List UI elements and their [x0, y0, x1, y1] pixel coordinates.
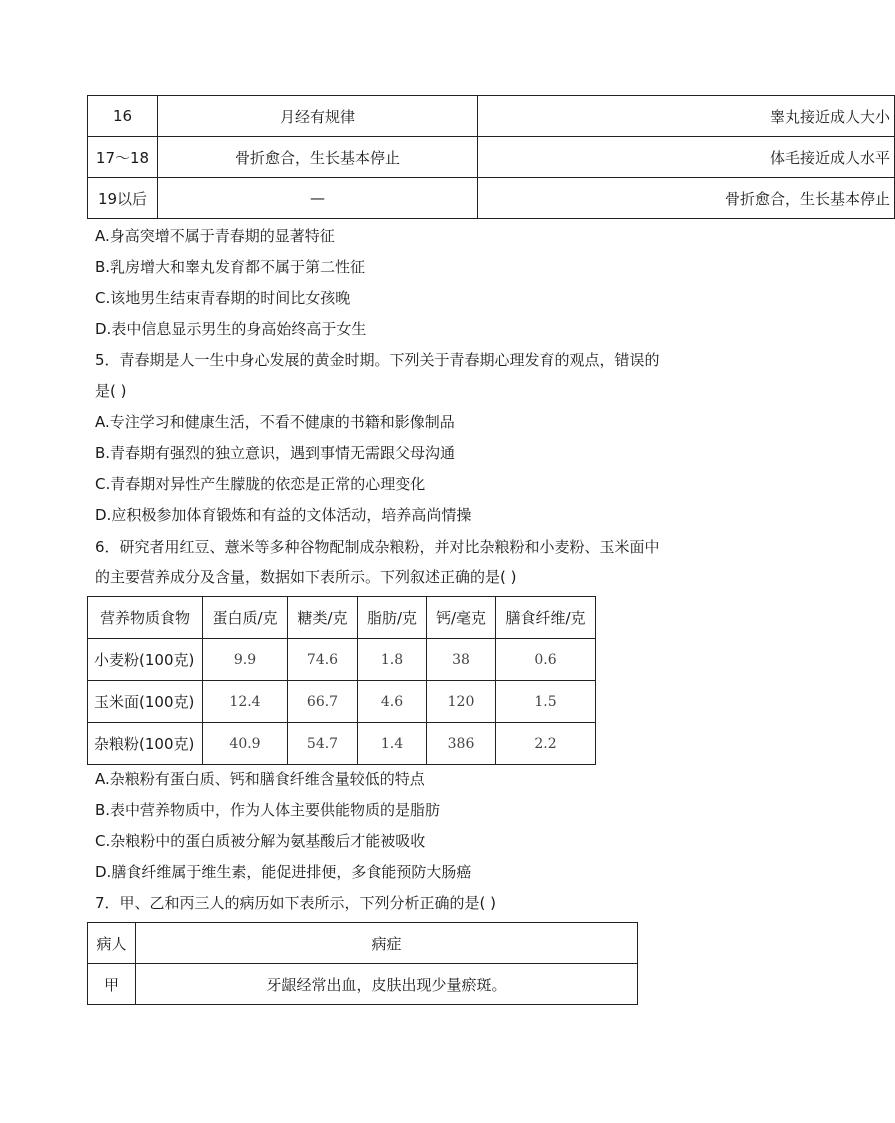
food-cell: 小麦粉(100克): [88, 639, 203, 681]
value-cell: 120: [427, 681, 496, 723]
table-row: [88, 137, 895, 178]
patient-cell: 甲: [88, 964, 136, 1005]
table-row: [88, 681, 596, 723]
q6-stem-line1: 6．研究者用红豆、薏米等多种谷物配制成杂粮粉，并对比杂粮粉和小麦粉、玉米面中: [95, 538, 660, 556]
q5-option-c[interactable]: C.青春期对异性产生朦胧的依恋是正常的心理变化: [95, 475, 426, 493]
value-cell: 40.9: [203, 723, 288, 765]
table-row: [88, 96, 895, 137]
food-cell: 玉米面(100克): [88, 681, 203, 723]
age-cell: 19以后: [88, 178, 158, 219]
q4-option-b[interactable]: B.乳房增大和睾丸发育都不属于第二性征: [95, 258, 366, 276]
q5-stem-line1: 5．青春期是人一生中身心发展的黄金时期。下列关于青春期心理发育的观点，错误的: [95, 351, 660, 369]
value-cell: 1.4: [358, 723, 427, 765]
male-cell: 骨折愈合，生长基本停止: [478, 178, 895, 219]
female-cell: 月经有规律: [158, 96, 478, 137]
table-row: [88, 639, 596, 681]
value-cell: 2.2: [496, 723, 596, 765]
header-cell: 营养物质食物: [88, 597, 203, 639]
age-cell: 16: [88, 96, 158, 137]
header-cell: 膳食纤维/克: [496, 597, 596, 639]
q5-option-b[interactable]: B.青春期有强烈的独立意识，遇到事情无需跟父母沟通: [95, 444, 456, 462]
header-cell: 糖类/克: [288, 597, 358, 639]
value-cell: 66.7: [288, 681, 358, 723]
header-cell: 蛋白质/克: [203, 597, 288, 639]
table-row: [88, 178, 895, 219]
male-cell: 睾丸接近成人大小: [478, 96, 895, 137]
q6-option-a[interactable]: A.杂粮粉有蛋白质、钙和膳食纤维含量较低的特点: [95, 770, 425, 788]
value-cell: 1.8: [358, 639, 427, 681]
food-cell: 杂粮粉(100克): [88, 723, 203, 765]
q6-option-b[interactable]: B.表中营养物质中，作为人体主要供能物质的是脂肪: [95, 801, 441, 819]
male-cell: 体毛接近成人水平: [478, 137, 895, 178]
value-cell: 386: [427, 723, 496, 765]
age-cell: 17～18: [88, 137, 158, 178]
value-cell: 1.5: [496, 681, 596, 723]
q6-stem-line2: 的主要营养成分及含量，数据如下表所示。下列叙述正确的是( ): [95, 568, 517, 586]
symptom-cell: 牙龈经常出血，皮肤出现少量瘀斑。: [136, 964, 638, 1005]
q5-option-a[interactable]: A.专注学习和健康生活，不看不健康的书籍和影像制品: [95, 413, 455, 431]
female-cell: —: [158, 178, 478, 219]
header-cell: 脂肪/克: [358, 597, 427, 639]
table-row: [88, 964, 638, 1005]
value-cell: 9.9: [203, 639, 288, 681]
header-cell: 钙/毫克: [427, 597, 496, 639]
header-cell: 病人: [88, 923, 136, 964]
q4-option-d[interactable]: D.表中信息显示男生的身高始终高于女生: [95, 320, 367, 338]
header-cell: 病症: [136, 923, 638, 964]
q6-option-c[interactable]: C.杂粮粉中的蛋白质被分解为氨基酸后才能被吸收: [95, 832, 426, 850]
table-header-row: [88, 597, 596, 639]
q4-option-c[interactable]: C.该地男生结束青春期的时间比女孩晚: [95, 289, 351, 307]
puberty-table: [87, 95, 895, 219]
nutrition-table: [87, 596, 596, 765]
q5-stem-line2: 是( ): [95, 382, 127, 400]
q4-option-a[interactable]: A.身高突增不属于青春期的显著特征: [95, 227, 335, 245]
medical-record-table: [87, 922, 638, 1005]
q7-stem: 7．甲、乙和丙三人的病历如下表所示，下列分析正确的是( ): [95, 894, 497, 912]
puberty-table-wrapper: [87, 95, 890, 225]
value-cell: 0.6: [496, 639, 596, 681]
value-cell: 38: [427, 639, 496, 681]
q6-option-d[interactable]: D.膳食纤维属于维生素，能促进排便，多食能预防大肠癌: [95, 863, 472, 881]
value-cell: 4.6: [358, 681, 427, 723]
q5-option-d[interactable]: D.应积极参加体育锻炼和有益的文体活动，培养高尚情操: [95, 506, 472, 524]
table-header-row: [88, 923, 638, 964]
table-row: [88, 723, 596, 765]
value-cell: 74.6: [288, 639, 358, 681]
female-cell: 骨折愈合，生长基本停止: [158, 137, 478, 178]
value-cell: 54.7: [288, 723, 358, 765]
value-cell: 12.4: [203, 681, 288, 723]
